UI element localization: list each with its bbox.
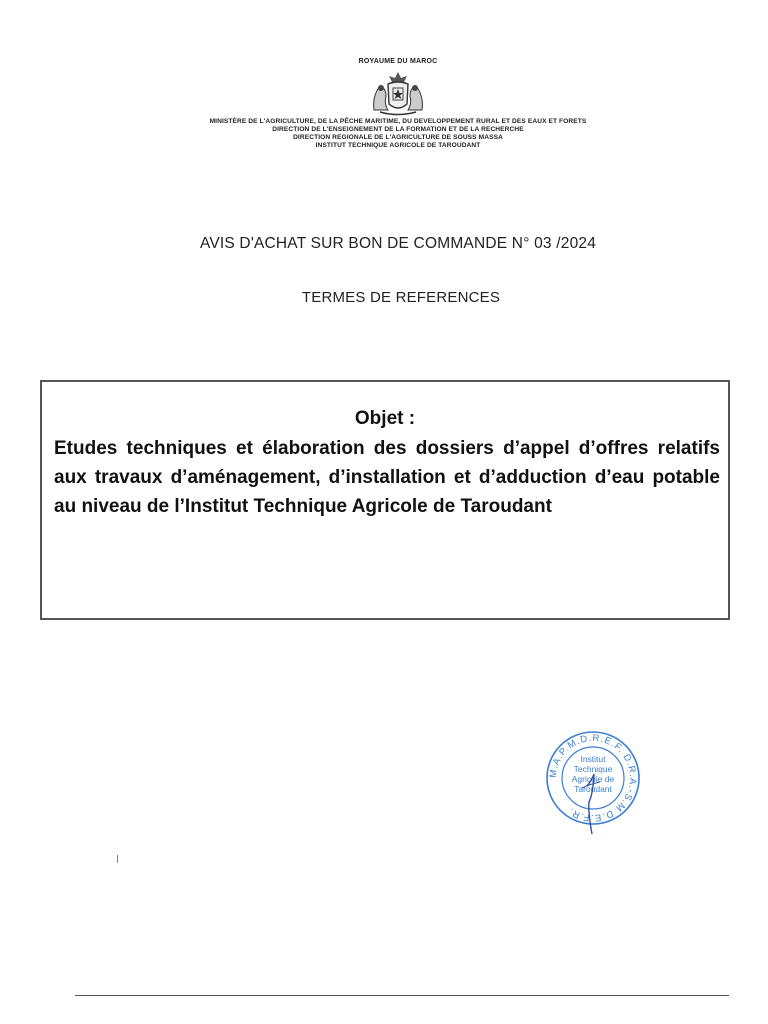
ministry-line: MINISTÈRE DE L'AGRICULTURE, DE LA PÊCHE MARITIME, DU DEVELOPPEMENT RURAL ET DES EAUX ET FORETS <box>209 118 587 125</box>
footer-divider <box>75 995 729 996</box>
institute-stamp <box>542 726 644 840</box>
terms-of-reference-title: TERMES DE REFERENCES <box>301 289 501 306</box>
object-description: Etudes techniques et élaboration des dossiers d’appel d’offres relatifs aux travaux d’aménagement, d’installation et d’adduction d’eau potable au niveau de l’Institut Technique Agricole de Taroudant <box>54 438 720 517</box>
stamp-outer-text: M.A.P.M.D.R.E.F. D.R.A.-S.M D.E.F.R. <box>547 732 639 824</box>
kingdom-heading: ROYAUME DU MAROC <box>358 58 438 65</box>
institute-line: INSTITUT TECHNIQUE AGRICOLE DE TAROUDANT <box>315 142 481 149</box>
margin-mark <box>117 855 118 863</box>
stamp-inner-text: Institut Technique Agricole de Taroudant <box>571 754 615 794</box>
royal-emblem-icon <box>366 70 430 118</box>
object-box <box>40 380 730 620</box>
notice-title: AVIS D'ACHAT SUR BON DE COMMANDE N° 03 /2024 <box>199 235 597 252</box>
direction-line: DIRECTION DE L'ENSEIGNEMENT DE LA FORMATION ET DE LA RECHERCHE <box>272 126 524 133</box>
ministry-header <box>120 118 676 150</box>
object-label: Objet : <box>354 408 416 429</box>
regional-direction-line: DIRECTION REGIONALE DE L'AGRICULTURE DE SOUSS MASSA <box>293 134 503 141</box>
